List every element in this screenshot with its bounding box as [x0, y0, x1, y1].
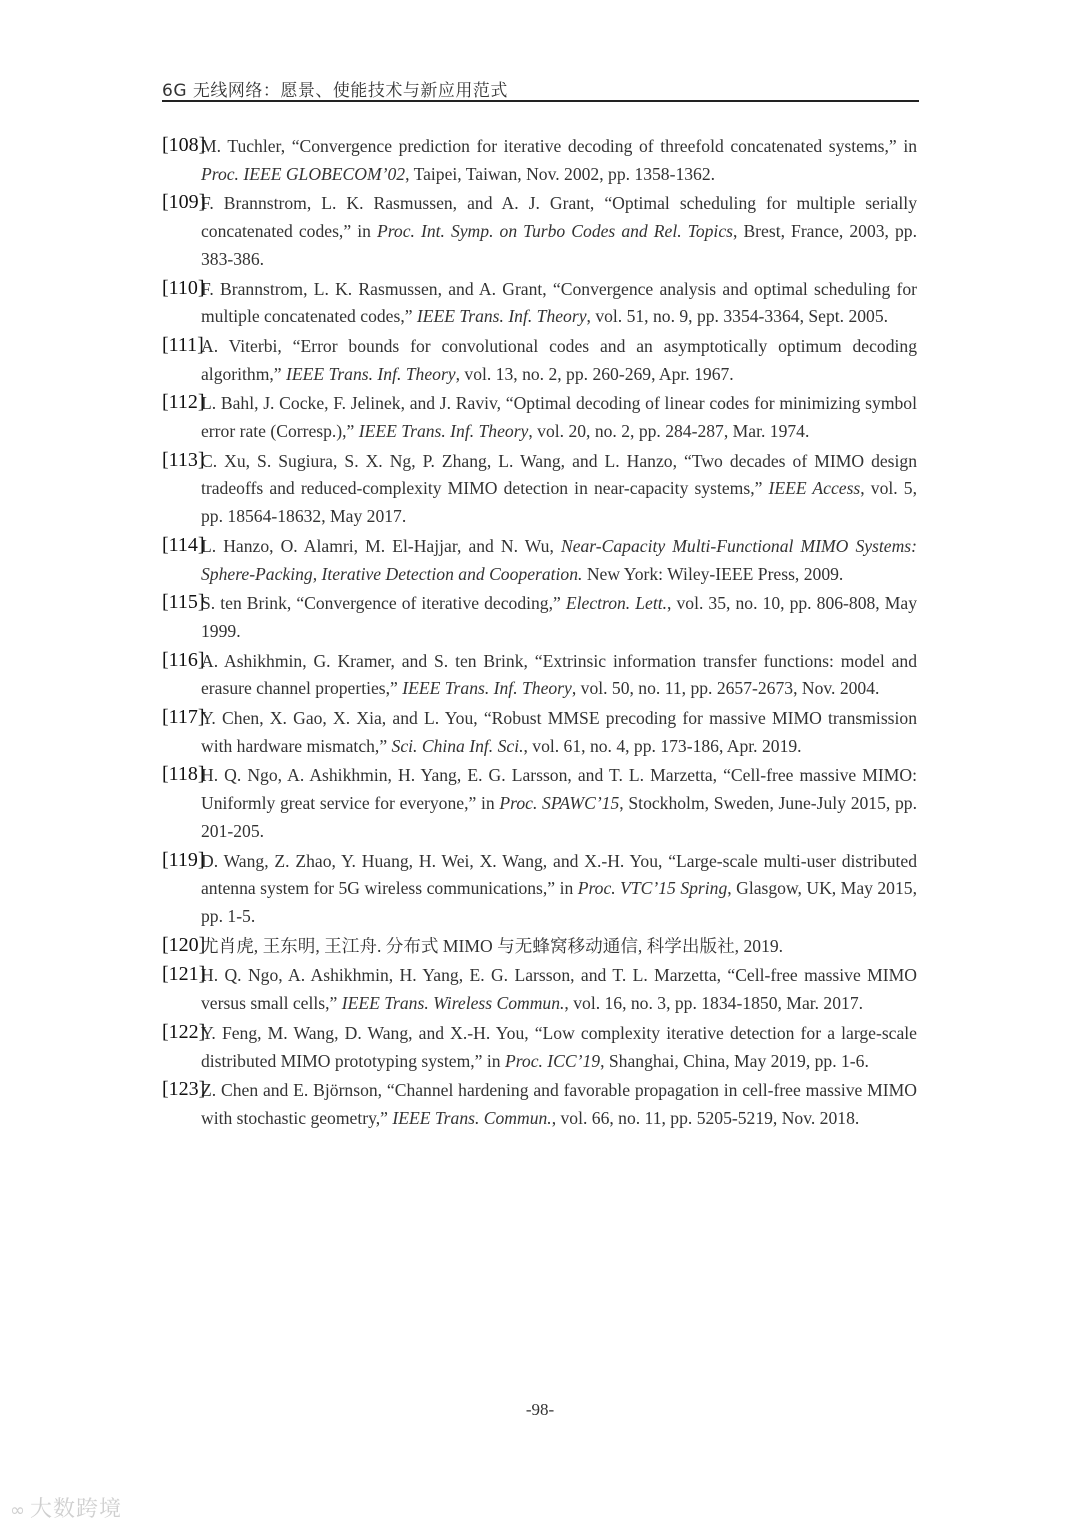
reference-number: [114]: [162, 533, 205, 556]
reference-segment: 尤肖虎, 王东明, 王江舟. 分布式 MIMO 与无蜂窝移动通信, 科学出版社, 2019.: [201, 935, 784, 956]
reference-segment: A. Viterbi, “Error bounds for convolutional codes and an asymptotically optimum decoding algorithm,”: [201, 335, 917, 384]
reference-item: [162, 448, 917, 531]
reference-venue: Proc. ICC’19: [504, 1050, 601, 1071]
reference-segment: Y. Chen, X. Gao, X. Xia, and L. You, “Robust MMSE precoding for massive MIMO transmission with hardware mismatch,”: [201, 708, 917, 756]
reference-item: [162, 133, 917, 188]
reference-text: [201, 1077, 917, 1132]
reference-segment: C. Xu, S. Sugiura, S. X. Ng, P. Zhang, L. Wang, and L. Hanzo, “Two decades of MIMO design tradeoffs and reduced-complexity MIMO detection in near-capacity systems,”: [201, 450, 917, 499]
reference-number: [112]: [162, 391, 205, 414]
reference-text: [201, 848, 917, 931]
reference-segment: L. Hanzo, O. Alamri, M. El-Hajjar, and N. Wu,: [201, 535, 561, 556]
reference-venue: Proc. VTC’15 Spring: [577, 878, 728, 899]
reference-number: [116]: [162, 648, 205, 671]
reference-item: [162, 333, 917, 388]
reference-number: [123]: [162, 1078, 206, 1101]
reference-number: [120]: [162, 933, 206, 956]
header-divider: [162, 100, 919, 102]
reference-segment: D. Wang, Z. Zhao, Y. Huang, H. Wei, X. Wang, and X.-H. You, “Large-scale multi-user distributed antenna system for 5G wireless communications,” in: [201, 850, 917, 899]
reference-segment: A. Ashikhmin, G. Kramer, and S. ten Brink, “Extrinsic information transfer functions: model and erasure channel properties,”: [201, 650, 917, 699]
reference-segment: , Shanghai, China, May 2019, pp. 1-6.: [600, 1050, 869, 1071]
reference-segment: , vol. 16, no. 3, pp. 1834-1850, Mar. 2017.: [564, 993, 864, 1014]
reference-segment: Z. Chen and E. Björnson, “Channel hardening and favorable propagation in cell-free massive MIMO with stochastic geometry,”: [201, 1080, 917, 1128]
reference-segment: M. Tuchler, “Convergence prediction for iterative decoding of threefold concatenated systems,” in: [201, 136, 917, 156]
reference-segment: , vol. 66, no. 11, pp. 5205-5219, Nov. 2018.: [551, 1107, 860, 1128]
reference-item: [162, 1020, 917, 1075]
reference-item: [162, 705, 917, 760]
reference-number: [113]: [162, 448, 205, 471]
reference-venue: Proc. Int. Symp. on Turbo Codes and Rel. Topics: [376, 221, 733, 242]
reference-text: [201, 648, 917, 703]
reference-venue: IEEE Trans. Commun.: [392, 1107, 552, 1128]
weibo-logo-icon: ∞: [10, 1500, 26, 1521]
reference-text: [201, 590, 917, 645]
running-header: 6G 无线网络：愿景、使能技术与新应用范式: [162, 81, 508, 101]
reference-venue: Near-Capacity Multi-Functional MIMO Systems: Sphere-Packing, Iterative Detection and Cooperation.: [201, 535, 917, 584]
reference-list: [162, 133, 917, 1135]
reference-text: [201, 276, 917, 331]
reference-text: [201, 333, 917, 388]
reference-segment: H. Q. Ngo, A. Ashikhmin, H. Yang, E. G. Larsson, and T. L. Marzetta, “Cell-free massive MIMO versus small cells,”: [201, 965, 917, 1014]
reference-venue: IEEE Trans. Inf. Theory: [358, 421, 529, 442]
reference-segment: H. Q. Ngo, A. Ashikhmin, H. Yang, E. G. Larsson, and T. L. Marzetta, “Cell-free massive MIMO: Uniformly great service for everyone,” in: [201, 765, 917, 814]
reference-item: [162, 1077, 917, 1132]
reference-item: [162, 848, 917, 931]
reference-text: [201, 933, 917, 961]
reference-segment: , vol. 50, no. 11, pp. 2657-2673, Nov. 2004.: [571, 678, 880, 699]
reference-segment: , vol. 20, no. 2, pp. 284-287, Mar. 1974.: [528, 421, 810, 442]
reference-venue: IEEE Trans. Inf. Theory: [402, 678, 572, 699]
reference-text: [201, 533, 917, 588]
reference-text: [201, 1020, 917, 1075]
reference-number: [108]: [162, 134, 206, 156]
reference-item: [162, 933, 917, 961]
reference-number: [115]: [162, 591, 205, 614]
reference-text: [201, 705, 917, 760]
reference-venue: IEEE Trans. Inf. Theory: [286, 363, 456, 384]
reference-number: [122]: [162, 1020, 206, 1043]
reference-number: [110]: [162, 276, 205, 299]
reference-segment: , vol. 61, no. 4, pp. 173-186, Apr. 2019.: [523, 735, 802, 756]
reference-segment: , vol. 5, pp. 18564-18632, May 2017.: [201, 478, 917, 527]
reference-segment: , Glasgow, UK, May 2015, pp. 1-5.: [201, 878, 917, 926]
reference-item: [162, 962, 917, 1017]
watermark-text: 大数跨境: [30, 1497, 123, 1522]
reference-segment: S. ten Brink, “Convergence of iterative decoding,”: [201, 593, 566, 614]
reference-number: [111]: [162, 333, 204, 356]
reference-segment: F. Brannstrom, L. K. Rasmussen, and A. Grant, “Convergence analysis and optimal scheduling for multiple concatenated codes,”: [201, 278, 917, 327]
reference-number: [121]: [162, 963, 206, 986]
reference-segment: New York: Wiley-IEEE Press, 2009.: [582, 563, 844, 584]
reference-item: [162, 648, 917, 703]
reference-number: [119]: [162, 848, 205, 871]
reference-venue: IEEE Trans. Wireless Commun.: [341, 993, 565, 1014]
reference-text: [201, 962, 917, 1017]
reference-venue: Sci. China Inf. Sci.: [391, 735, 524, 756]
reference-segment: F. Brannstrom, L. K. Rasmussen, and A. J. Grant, “Optimal scheduling for multiple serially concatenated codes,” in: [201, 193, 917, 242]
reference-segment: , vol. 35, no. 10, pp. 806-808, May 1999.: [201, 593, 917, 641]
reference-item: [162, 276, 917, 331]
reference-text: [201, 390, 917, 445]
reference-segment: , Taipei, Taiwan, Nov. 2002, pp. 1358-1362.: [405, 163, 716, 184]
reference-item: [162, 762, 917, 845]
reference-text: [201, 762, 917, 845]
reference-segment: , Brest, France, 2003, pp. 383-386.: [201, 221, 917, 269]
reference-venue: IEEE Access: [768, 478, 861, 499]
watermark: [10, 1492, 122, 1523]
reference-segment: , Stockholm, Sweden, June-July 2015, pp. 201-205.: [201, 793, 917, 841]
reference-item: [162, 590, 917, 645]
reference-segment: , vol. 51, no. 9, pp. 3354-3364, Sept. 2005.: [586, 306, 889, 327]
reference-venue: Electron. Lett.: [565, 593, 668, 614]
reference-text: [201, 133, 917, 188]
reference-number: [109]: [162, 191, 206, 214]
reference-venue: Proc. IEEE GLOBECOM’02: [201, 163, 406, 184]
reference-segment: , vol. 13, no. 2, pp. 260-269, Apr. 1967.: [455, 363, 734, 384]
reference-item: [162, 190, 917, 273]
reference-item: [162, 390, 917, 445]
reference-venue: Proc. SPAWC’15: [499, 793, 620, 814]
reference-text: [201, 448, 917, 531]
reference-text: [201, 190, 917, 273]
reference-venue: IEEE Trans. Inf. Theory: [416, 306, 587, 327]
reference-number: [117]: [162, 706, 205, 729]
reference-item: [162, 533, 917, 588]
reference-segment: Y. Feng, M. Wang, D. Wang, and X.-H. You, “Low complexity iterative detection for a large-scale distributed MIMO prototyping system,” in: [201, 1022, 917, 1071]
reference-segment: L. Bahl, J. Cocke, F. Jelinek, and J. Raviv, “Optimal decoding of linear codes for minimizing symbol error rate (Corresp.),”: [201, 393, 917, 442]
reference-number: [118]: [162, 763, 205, 786]
page-number: -98-: [525, 1400, 555, 1419]
